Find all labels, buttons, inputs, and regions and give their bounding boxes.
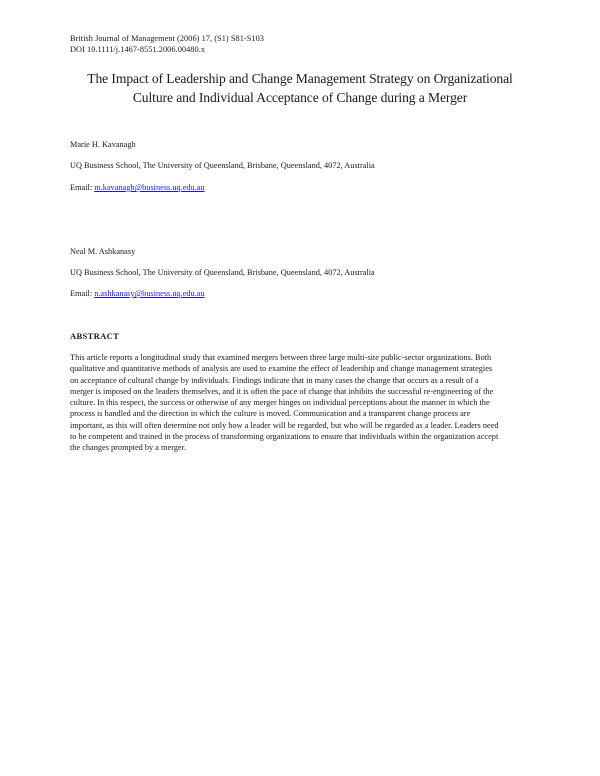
abstract-line: qualitative and quantitative methods of analysis are used to examine the effect of leadership and change management strategies (70, 364, 493, 374)
abstract-line: This article reports a longitudinal study that examined mergers between three large multi-site public-sector organizations. Both (70, 353, 492, 362)
title-line-1: The Impact of Leadership and Change Management Strategy on Organizational (87, 71, 513, 86)
email-label: Email: (70, 289, 95, 298)
author-2-email-link[interactable]: n.ashkanasy@business.uq.edu.au (94, 289, 205, 298)
author-1-email-line (70, 183, 205, 194)
journal-header (70, 34, 264, 55)
abstract-line: merger is imposed on the leaders themselves, and it is often the pace of change that inhibits the successful re-engineering of the (70, 386, 494, 396)
title-line-2: Culture and Individual Acceptance of Change during a Merger (132, 89, 468, 105)
email-label: Email: (70, 183, 95, 192)
journal-citation: British Journal of Management (2006) 17, (S1) S81-S103 (70, 34, 264, 43)
abstract-line: the changes prompted by a merger. (70, 443, 186, 452)
author-2-email-line (70, 289, 205, 300)
author-1-name: Marie H. Kavanagh (70, 140, 136, 149)
abstract-body (70, 352, 536, 453)
abstract-heading: ABSTRACT (70, 331, 120, 341)
author-2-affiliation: UQ Business School, The University of Queensland, Brisbane, Queensland, 4072, Australia (70, 268, 375, 277)
paper-title (60, 70, 540, 107)
abstract-line: culture. In this respect, the success or otherwise of any merger hinges on individual perceptions about the manner in which the (70, 398, 490, 407)
author-1-email-link[interactable]: m.kavanagh@business.uq.edu.au (94, 183, 205, 192)
doi-line: DOI 10.1111/j.1467-8551.2006.00480.x (70, 44, 206, 54)
author-1-affiliation: UQ Business School, The University of Queensland, Brisbane, Queensland, 4072, Australia (70, 161, 375, 170)
author-2-name: Neal M. Ashkanasy (70, 247, 136, 256)
abstract-line: process is handled and the direction in which the culture is moved. Communication and a transparent change process are (70, 409, 471, 419)
abstract-line: to be competent and trained in the process of transforming organizations to ensure that individuals within the organization accept (70, 431, 499, 441)
abstract-line: on acceptance of cultural change by individuals. Findings indicate that in many cases the change that occurs as a result of a (70, 375, 479, 385)
abstract-line: important, as this will often determine not only how a leader will be regarded, but who will be regarded as a leader. Leaders need (70, 420, 499, 430)
